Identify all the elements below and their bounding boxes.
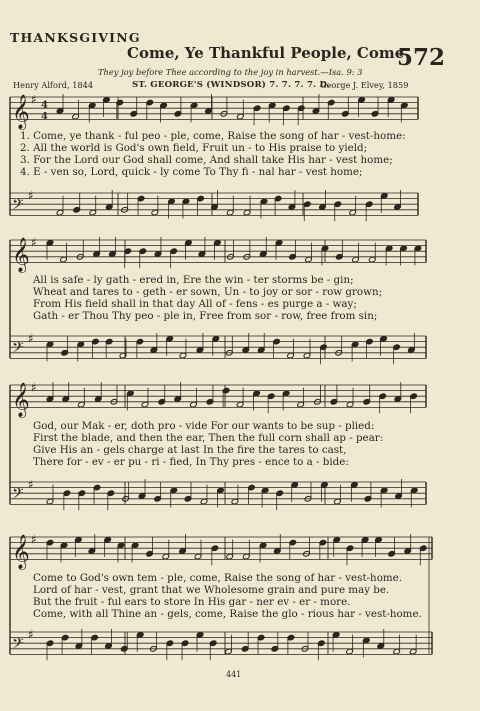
lyric-line: 1. Come, ye thank - ful peo - ple, come, Raise the song of har - vest-home: xyxy=(20,130,406,142)
section-heading: THANKSGIVING xyxy=(10,30,141,45)
sharp-icon: ♯ xyxy=(31,532,37,547)
lyric-line: Lord of har - vest, grant that we Wholesome grain and pure may be. xyxy=(33,584,390,596)
hymn-number: 572 xyxy=(397,44,446,71)
composer-credit: George J. Elvey, 1859 xyxy=(320,80,409,90)
bass-clef-icon: 𝄢 xyxy=(12,338,24,360)
lyric-line: First the blade, and then the ear, Then the full corn shall ap - pear: xyxy=(33,432,384,444)
time-signature: 4 xyxy=(41,100,48,112)
lyric-line: Give His an - gels charge at last In the fire the tares to cast, xyxy=(33,444,347,456)
lyric-line: There for - ev - er pu - ri - fied, In Thy pres - ence to a - bide: xyxy=(33,456,349,468)
bass-clef-icon: 𝄢 xyxy=(12,484,24,506)
treble-clef-icon: 𝄞 xyxy=(12,382,30,418)
lyric-line: All is safe - ly gath - ered in, Ere the win - ter storms be - gin; xyxy=(33,274,354,286)
lyric-line: From His field shall in that day All of - fens - es purge a - way; xyxy=(33,298,357,310)
lyric-line: God, our Mak - er, doth pro - vide For our wants to be sup - plied: xyxy=(33,420,375,432)
lyric-line: Gath - er Thou Thy peo - ple in, Free from sor - row, free from sin; xyxy=(33,310,378,322)
treble-clef-icon: 𝄞 xyxy=(12,94,30,130)
bass-clef-icon: 𝄢 xyxy=(12,634,24,656)
sharp-icon: ♯ xyxy=(31,92,37,107)
page-number: 441 xyxy=(226,670,242,679)
lyricist-credit: Henry Alford, 1844 xyxy=(13,80,94,90)
treble-clef-icon: 𝄞 xyxy=(12,237,30,273)
bass-clef-icon: 𝄢 xyxy=(12,195,24,217)
treble-clef-icon: 𝄞 xyxy=(12,534,30,570)
scripture-epigraph: They joy before Thee according to the joy in harvest.—Isa. 9: 3 xyxy=(98,67,363,77)
lyric-line: 4. E - ven so, Lord, quick - ly come To Thy fi - nal har - vest home; xyxy=(20,166,363,178)
lyric-line: 3. For the Lord our God shall come, And shall take His har - vest home; xyxy=(20,154,393,166)
lyric-line: 2. All the world is God's own field, Fruit un - to His praise to yield; xyxy=(20,142,368,154)
sharp-icon: ♯ xyxy=(28,627,34,642)
sharp-icon: ♯ xyxy=(28,188,34,203)
sharp-icon: ♯ xyxy=(31,235,37,250)
lyric-line: But the fruit - ful ears to store In His gar - ner ev - er - more. xyxy=(33,596,351,608)
sharp-icon: ♯ xyxy=(28,331,34,346)
sharp-icon: ♯ xyxy=(28,477,34,492)
lyric-line: Come to God's own tem - ple, come, Raise the song of har - vest-home. xyxy=(33,572,403,584)
hymn-title: Come, Ye Thankful People, Come xyxy=(127,44,405,62)
lyric-line: Wheat and tares to - geth - er sown, Un - to joy or sor - row grown; xyxy=(33,286,383,298)
time-signature: 4 xyxy=(41,111,48,123)
tune-name: ST. GEORGE'S (WINDSOR) 7. 7. 7. 7. D. xyxy=(132,80,331,90)
sharp-icon: ♯ xyxy=(31,380,37,395)
lyric-line: Come, with all Thine an - gels, come, Raise the glo - rious har - vest-home. xyxy=(33,608,422,620)
